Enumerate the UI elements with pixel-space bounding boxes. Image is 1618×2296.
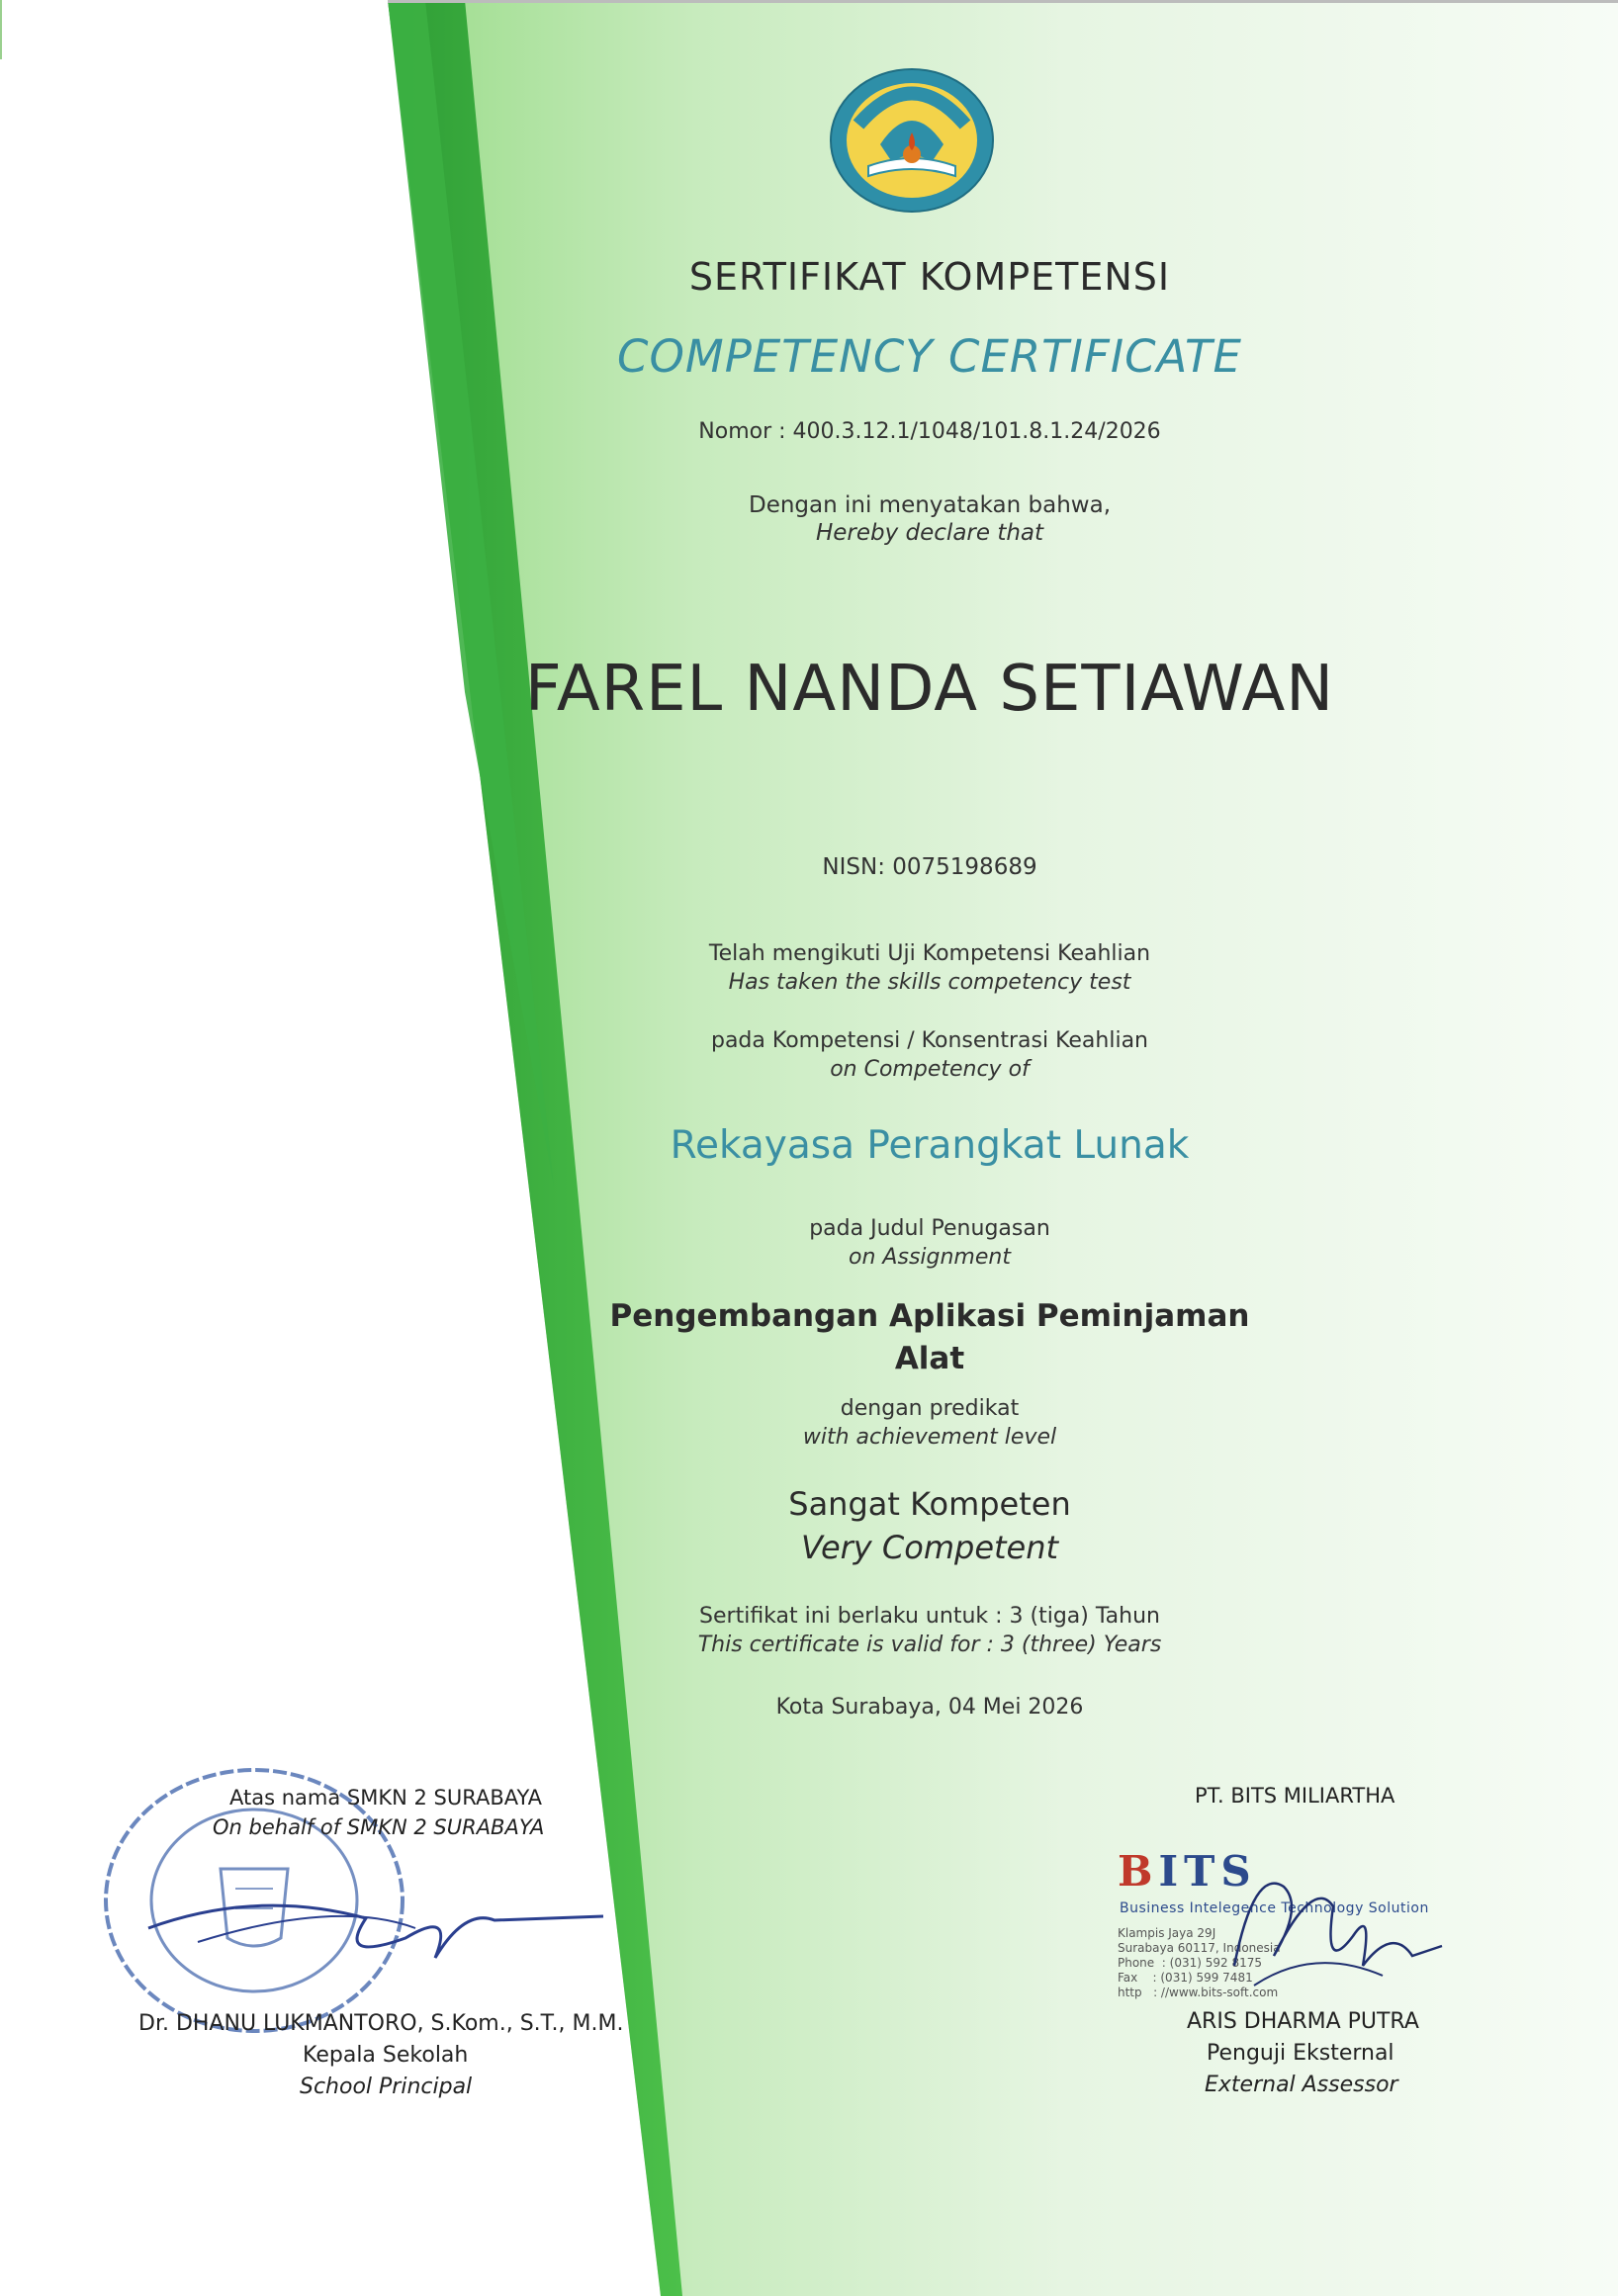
top-border-line	[388, 0, 1618, 3]
bits-tagline: Business Intelegence Technology Solution	[1120, 1900, 1429, 1916]
validity-english: This certificate is valid for : 3 (three) Years	[697, 1633, 1162, 1657]
validity-indonesian: Sertifikat ini berlaku untuk : 3 (tiga) Tahun	[699, 1604, 1160, 1629]
competency-intro-english: on Competency of	[830, 1057, 1030, 1082]
level-intro-english: with achievement level	[802, 1425, 1057, 1450]
declaration-indonesian: Dengan ini menyatakan bahwa,	[748, 492, 1112, 518]
assignment-intro-english: on Assignment	[849, 1245, 1011, 1270]
assessor-company: PT. BITS MILIARTHA	[1195, 1784, 1395, 1808]
competency-name: Rekayasa Perangkat Lunak	[670, 1123, 1190, 1168]
assignment-title-line2: Alat	[894, 1341, 965, 1376]
competency-intro-indonesian: pada Kompetensi / Konsentrasi Keahlian	[710, 1028, 1149, 1053]
declaration-english: Hereby declare that	[815, 520, 1044, 546]
assessor-role-english: External Assessor	[1205, 2073, 1398, 2097]
level-english: Very Competent	[800, 1529, 1059, 1566]
assignment-title-line1: Pengembangan Aplikasi Peminjaman	[609, 1298, 1250, 1334]
test-indonesian: Telah mengikuti Uji Kompetensi Keahlian	[708, 941, 1151, 966]
bits-address: Klampis Jaya 29J Surabaya 60117, Indonesia Phone : (031) 592 8175 Fax : (031) 599 7481 http : //www.bits-soft.com	[1118, 1926, 1281, 1999]
bits-logo: BITS	[1118, 1847, 1257, 1896]
level-intro-indonesian: dengan predikat	[840, 1396, 1020, 1421]
left-on-behalf-english: On behalf of SMKN 2 SURABAYA	[213, 1815, 545, 1839]
principal-signature-icon	[138, 1869, 613, 1978]
title-english: COMPETENCY CERTIFICATE	[617, 330, 1242, 383]
place-date: Kota Surabaya, 04 Mei 2026	[775, 1695, 1084, 1720]
level-indonesian: Sangat Kompeten	[788, 1485, 1071, 1523]
principal-role-english: School Principal	[300, 2075, 473, 2099]
assessor-name: ARIS DHARMA PUTRA	[1187, 2009, 1419, 2034]
left-edge-mark	[0, 0, 2, 59]
assignment-intro-indonesian: pada Judul Penugasan	[809, 1216, 1050, 1241]
assessor-role-indonesian: Penguji Eksternal	[1207, 2041, 1394, 2066]
recipient-nisn: NISN: 0075198689	[822, 854, 1037, 880]
certificate-number: Nomor : 400.3.12.1/1048/101.8.1.24/2026	[698, 419, 1161, 444]
left-on-behalf-indonesian: Atas nama SMKN 2 SURABAYA	[229, 1786, 543, 1810]
recipient-name: FAREL NANDA SETIAWAN	[524, 653, 1335, 726]
tut-wuri-handayani-emblem-icon	[829, 67, 995, 214]
principal-name: Dr. DHANU LUKMANTORO, S.Kom., S.T., M.M.	[138, 2011, 624, 2036]
principal-role-indonesian: Kepala Sekolah	[303, 2043, 469, 2068]
assessor-signature-icon	[1214, 1847, 1452, 2015]
title-indonesian: SERTIFIKAT KOMPETENSI	[688, 255, 1171, 299]
test-english: Has taken the skills competency test	[728, 970, 1131, 995]
